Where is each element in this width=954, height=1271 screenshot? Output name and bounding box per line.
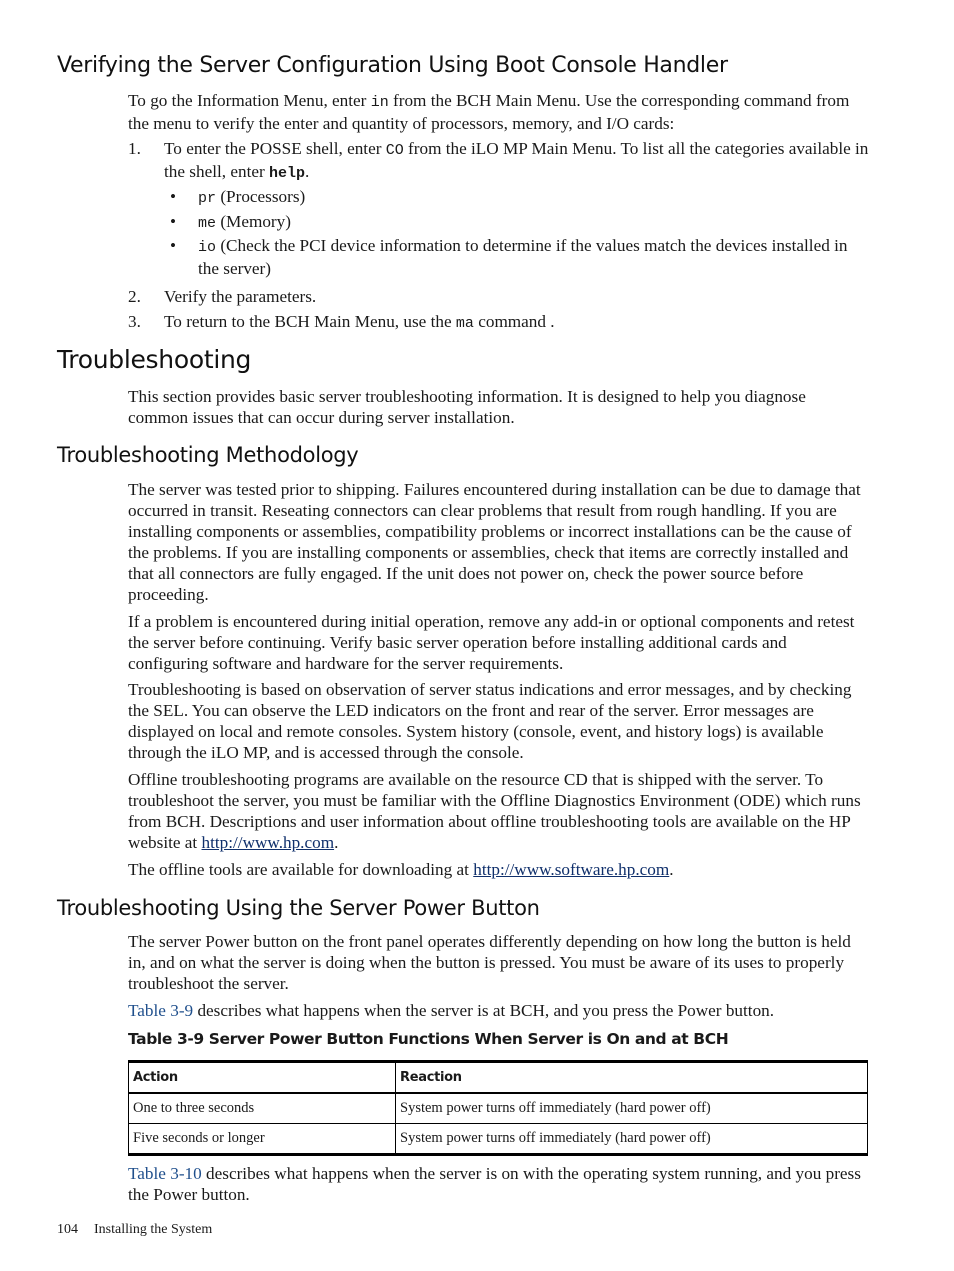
software-hp-link[interactable]: http://www.software.hp.com xyxy=(473,860,670,879)
table-row xyxy=(129,1124,868,1155)
table-cell-reaction: System power turns off immediately (hard power off) xyxy=(396,1093,868,1124)
power-paragraph-3: Table 3-10 describes what happens when the server is on with the operating system running, and you press the Power button. xyxy=(128,1164,861,1204)
table-cell-action: Five seconds or longer xyxy=(129,1124,396,1155)
heading-power-button: Troubleshooting Using the Server Power Button xyxy=(57,896,540,920)
chapter-title: Installing the System xyxy=(94,1222,213,1237)
bullet-icon: • xyxy=(170,236,177,255)
code-me: me xyxy=(198,215,217,232)
code-co: CO xyxy=(385,142,404,159)
methodology-paragraph-4: Offline troubleshooting programs are available on the resource CD that is shipped with the server. To troubleshoot the server, you must be familiar with the Offline Diagnostics Environment (ODE) which runs from BCH. Descriptions and user information about offline troubleshooting tools are available on the HP website at http://www.hp.com. xyxy=(128,770,861,852)
step-2-text: Verify the parameters. xyxy=(164,287,317,306)
power-paragraph-2: Table 3-9 describes what happens when the server is at BCH, and you press the Power button. xyxy=(128,1001,775,1020)
troubleshooting-intro-paragraph: This section provides basic server troubleshooting information. It is designed to help you diagnose common issues that can occur during server installation. xyxy=(128,387,806,427)
step-3-text: To return to the BCH Main Menu, use the ma command . xyxy=(164,312,555,332)
table-header-row xyxy=(129,1062,868,1094)
column-header-action: Action xyxy=(129,1062,396,1094)
table-3-9-xref-link[interactable]: Table 3-9 xyxy=(128,1001,194,1020)
methodology-paragraph-1: The server was tested prior to shipping. Failures encountered during installation can be due to damage that occurred in transit. Reseating connectors can clear problems that result from rough handling. If you are installing components or assemblies, compatibility problems or incorrect installations can be the cause of the problems. If you are installing components or assemblies, check that items are correctly installed and that all connectors are fully engaged. If the unit does not power on, check the power source before proceeding. xyxy=(128,480,861,604)
methodology-paragraph-5: The offline tools are available for downloading at http://www.software.hp.com. xyxy=(128,860,674,879)
heading-verifying-server-configuration: Verifying the Server Configuration Using Boot Console Handler xyxy=(57,53,728,78)
table-3-10-xref-link[interactable]: Table 3-10 xyxy=(128,1164,202,1183)
methodology-paragraph-2: If a problem is encountered during initial operation, remove any add-in or optional components and retest the server before continuing. Verify basic server operation before installing additional cards and configuring software and hardware for the server requirements. xyxy=(128,612,855,673)
step-number: 3. xyxy=(128,312,141,331)
table-caption: Table 3-9 Server Power Button Functions When Server is On and at BCH xyxy=(128,1030,729,1048)
table-cell-action: One to three seconds xyxy=(129,1093,396,1124)
code-io: io xyxy=(198,239,217,256)
column-header-reaction: Reaction xyxy=(396,1062,868,1094)
hp-website-link[interactable]: http://www.hp.com xyxy=(201,833,335,852)
step-number: 2. xyxy=(128,287,141,306)
document-page: Verifying the Server Configuration Using Boot Console Handler To go the Information Menu, enter in from the BCH Main Menu. Use the corresponding command from the menu to verify the enter and quantity of processors, memory, and I/O cards: 1. To enter the POSSE shell, enter CO from the iLO MP Main Menu. To list all the categories available in the shell, enter help. • pr (Processors) • me (Memory) • io (Check the PCI device information to determine if the values match the devices installed in the server) 2. Verify the parameters. 3. To return to the BCH Main Menu, use the ma command . Troubleshooting This section provides basic server troubleshooting information. It is designed to help you diagnose common issues that can occur during server installation. Troubleshooting Methodology The server was tested prior to shipping. Failures encountered during installation can be due to damage that occurred in transit. Reseating connectors can clear problems that result from rough handling. If you are installing components or assemblies, compatibility problems or incorrect installations can be the cause of the problems. If you are installing components or assemblies, check that items are correctly installed and that all connectors are fully engaged. If the unit does not power on, check the power source before proceeding. If a problem is encountered during initial operation, remove any add-in or optional components and retest the server before continuing. Verify basic server operation before installing additional cards and configuring software and hardware for the server requirements. Troubleshooting is based on observation of server status indications and error messages, and by checking the SEL. You can observe the LED indicators on the front and rear of the server. Error messages are displayed on local and remote consoles. System history (console, event, and history logs) is available through the iLO MP, and is accessed through the console. Offline troubleshooting programs are available on the resource CD that is shipped with the server. To troubleshoot the server, you must be familiar with the Offline Diagnostics Environment (ODE) which runs from BCH. Descriptions and user information about offline troubleshooting tools are available on the HP website at http://www.hp.com. The offline tools are available for downloading at http://www.software.hp.com. Troubleshooting Using the Server Power Button The server Power button on the front panel operates differently depending on how long the button is held in, and on what the server is doing when the button is pressed. You must be aware of its uses to properly troubleshoot the server. Table 3-9 describes what happens when the server is at BCH, and you press the Power button. Table 3-9 Server Power Button Functions When Server is On and at BCH Action Reaction One to three seconds System power turns off immediately (hard power off) Five seconds or longer System power turns off immediately (hard power off) Table 3-10 describes what happens when the server is on with the operating system running, and you press the Power button. 104 Installing the System xyxy=(57,53,869,1237)
code-in: in xyxy=(370,94,389,111)
power-button-table xyxy=(128,1060,868,1156)
heading-troubleshooting: Troubleshooting xyxy=(57,345,252,374)
step-number: 1. xyxy=(128,139,141,158)
methodology-paragraph-3: Troubleshooting is based on observation of server status indications and error messages, and by checking the SEL. You can observe the LED indicators on the front and rear of the server. Error messages are displayed on local and remote consoles. System history (console, event, and history logs) is available through the iLO MP, and is accessed through the console. xyxy=(128,680,852,762)
code-help: help xyxy=(269,165,306,182)
code-ma: ma xyxy=(455,315,474,332)
bullet-icon: • xyxy=(170,187,177,206)
verify-intro-paragraph: To go the Information Menu, enter in from the BCH Main Menu. Use the corresponding command from the menu to verify the enter and quantity of processors, memory, and I/O cards: xyxy=(128,91,850,133)
table-row xyxy=(129,1093,868,1124)
bullet-icon: • xyxy=(170,212,177,231)
page-footer xyxy=(57,1222,228,1238)
table-cell-reaction: System power turns off immediately (hard power off) xyxy=(396,1124,868,1155)
heading-troubleshooting-methodology: Troubleshooting Methodology xyxy=(57,443,359,467)
power-paragraph-1: The server Power button on the front panel operates differently depending on how long the button is held in, and on what the server is doing when the button is pressed. You must be aware of its uses to properly troubleshoot the server. xyxy=(128,932,851,993)
step-1-text: To enter the POSSE shell, enter CO from the iLO MP Main Menu. To list all the categories available in the shell, enter help. xyxy=(164,139,869,182)
code-pr: pr xyxy=(198,190,217,207)
page-number: 104 xyxy=(57,1222,78,1237)
